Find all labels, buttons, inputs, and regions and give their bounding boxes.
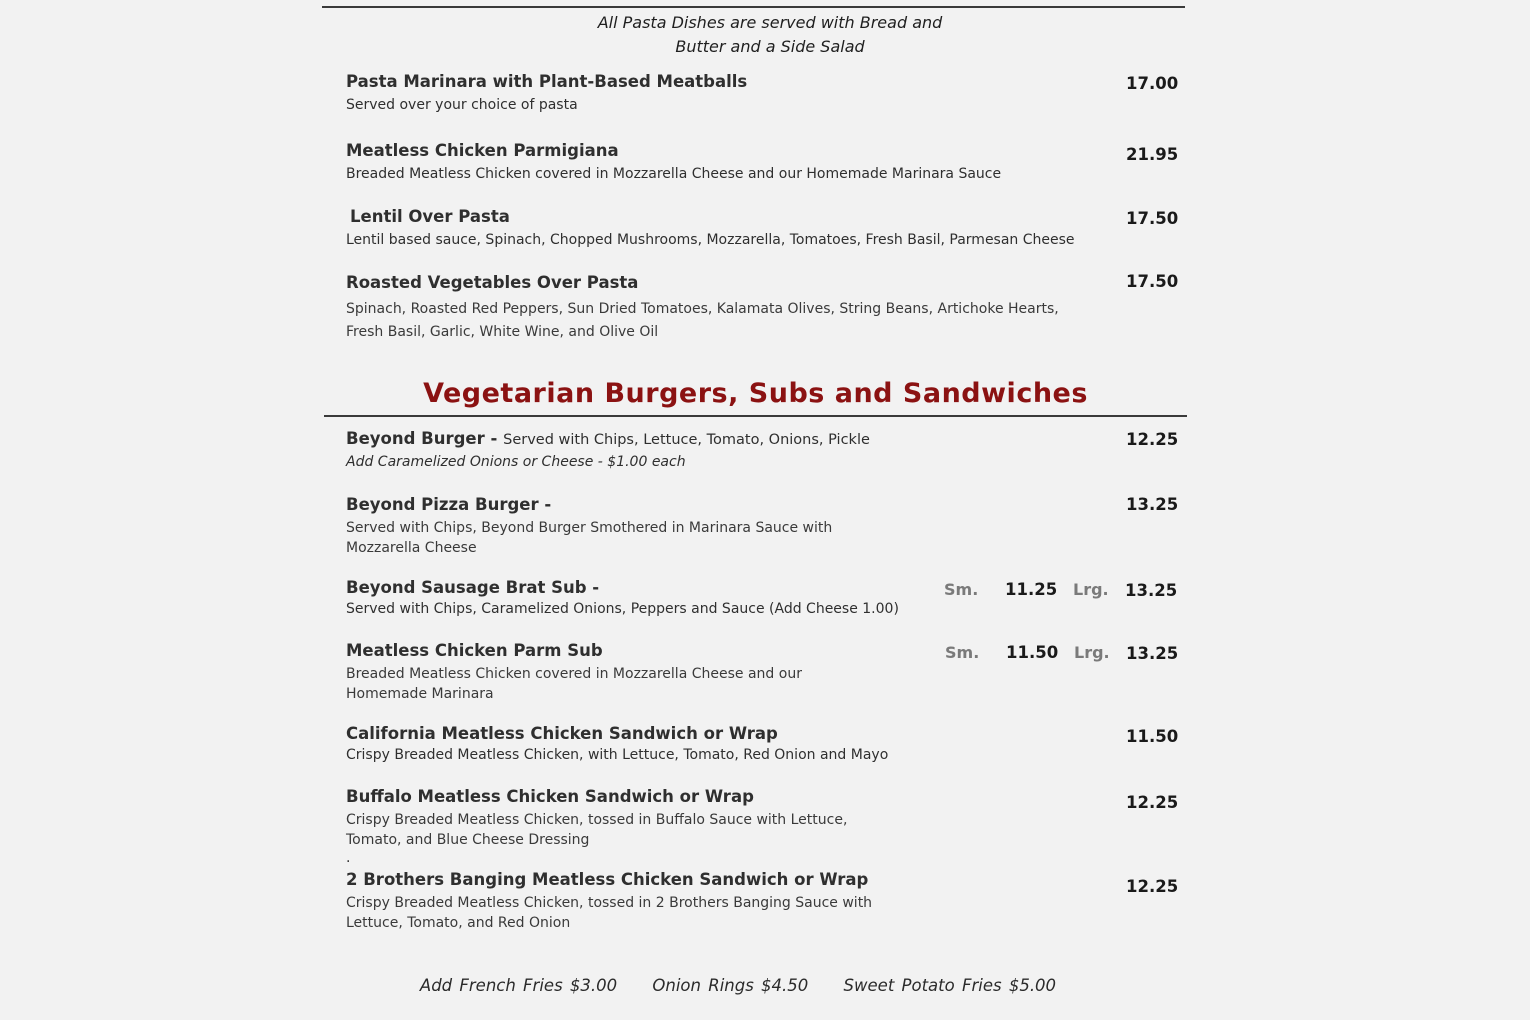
item-description: Breaded Meatless Chicken covered in Mozzarella Cheese and our Homemade Marinara [346,666,802,702]
top-divider [322,6,1185,8]
item-name: Roasted Vegetables Over Pasta [346,273,639,292]
addon-onion-rings: Onion Rings $4.50 [652,976,809,995]
item-description: Served with Chips, Caramelized Onions, Peppers and Sauce (Add Cheese 1.00) [346,601,899,617]
item-name: Meatless Chicken Parmigiana [346,141,619,160]
addon-sweet-potato-fries: Sweet Potato Fries $5.00 [843,976,1057,995]
item-description: Breaded Meatless Chicken covered in Mozzarella Cheese and our Homemade Marinara Sauce [346,166,1002,182]
size-large-label: Lrg. [1073,580,1109,599]
item-price: 12.25 [1126,793,1179,812]
item-name [346,429,870,448]
item-name: Pasta Marinara with Plant-Based Meatballs [346,72,748,91]
pasta-intro-line-2: Butter and a Side Salad [675,37,865,56]
item-price: 17.50 [1126,272,1179,291]
section-divider [324,415,1187,417]
pasta-intro [540,11,1000,59]
item-description: Crispy Breaded Meatless Chicken, tossed in Buffalo Sauce with Lettuce, Tomato, and Blue Cheese Dressing [346,812,848,848]
item-name: California Meatless Chicken Sandwich or Wrap [346,724,778,743]
size-small-price: 11.50 [1006,643,1059,662]
item-name: Beyond Sausage Brat Sub - [346,578,600,597]
pasta-intro-line-1: All Pasta Dishes are served with Bread and [597,13,943,32]
item-description: Served with Chips, Beyond Burger Smothered in Marinara Sauce with Mozzarella Cheese [346,520,833,556]
item-description: Crispy Breaded Meatless Chicken, with Lettuce, Tomato, Red Onion and Mayo [346,747,889,763]
section-title: Vegetarian Burgers, Subs and Sandwiches [423,378,1088,409]
item-price: 11.50 [1126,727,1179,746]
item-description: Add Caramelized Onions or Cheese - $1.00 each [346,454,686,470]
item-description: Lentil based sauce, Spinach, Chopped Mushrooms, Mozzarella, Tomatoes, Fresh Basil, Parmesan Cheese [346,232,1075,248]
item-name-main: Beyond Burger - [346,429,504,448]
item-name: Beyond Pizza Burger - [346,495,552,514]
item-description: Served over your choice of pasta [346,97,578,113]
item-price: 12.25 [1126,877,1179,896]
item-description: Crispy Breaded Meatless Chicken, tossed in 2 Brothers Banging Sauce with Lettuce, Tomato, and Red Onion [346,895,873,931]
item-description: Spinach, Roasted Red Peppers, Sun Dried Tomatoes, Kalamata Olives, String Beans, Artichoke Hearts, Fresh Basil, Garlic, White Wine, and Olive Oil [346,301,1059,340]
item-name: Buffalo Meatless Chicken Sandwich or Wrap [346,787,754,806]
item-price: 12.25 [1126,430,1179,449]
item-name-tail: Served with Chips, Lettuce, Tomato, Onions, Pickle [503,432,870,448]
size-small-label: Sm. [945,643,980,662]
item-price: 13.25 [1126,495,1179,514]
item-price: 17.00 [1126,74,1179,93]
item-name: Lentil Over Pasta [350,207,510,226]
item-description-tail: . [346,850,351,866]
item-name: Meatless Chicken Parm Sub [346,641,603,660]
size-small-price: 11.25 [1005,580,1058,599]
size-large-price: 13.25 [1125,581,1178,600]
item-name: 2 Brothers Banging Meatless Chicken Sandwich or Wrap [346,870,869,889]
size-large-label: Lrg. [1074,643,1110,662]
size-large-price: 13.25 [1126,644,1179,663]
item-price: 21.95 [1126,145,1179,164]
addon-french-fries: Add French Fries $3.00 [419,976,618,995]
sides-addons [0,976,1476,995]
size-small-label: Sm. [944,580,979,599]
item-price: 17.50 [1126,209,1179,228]
